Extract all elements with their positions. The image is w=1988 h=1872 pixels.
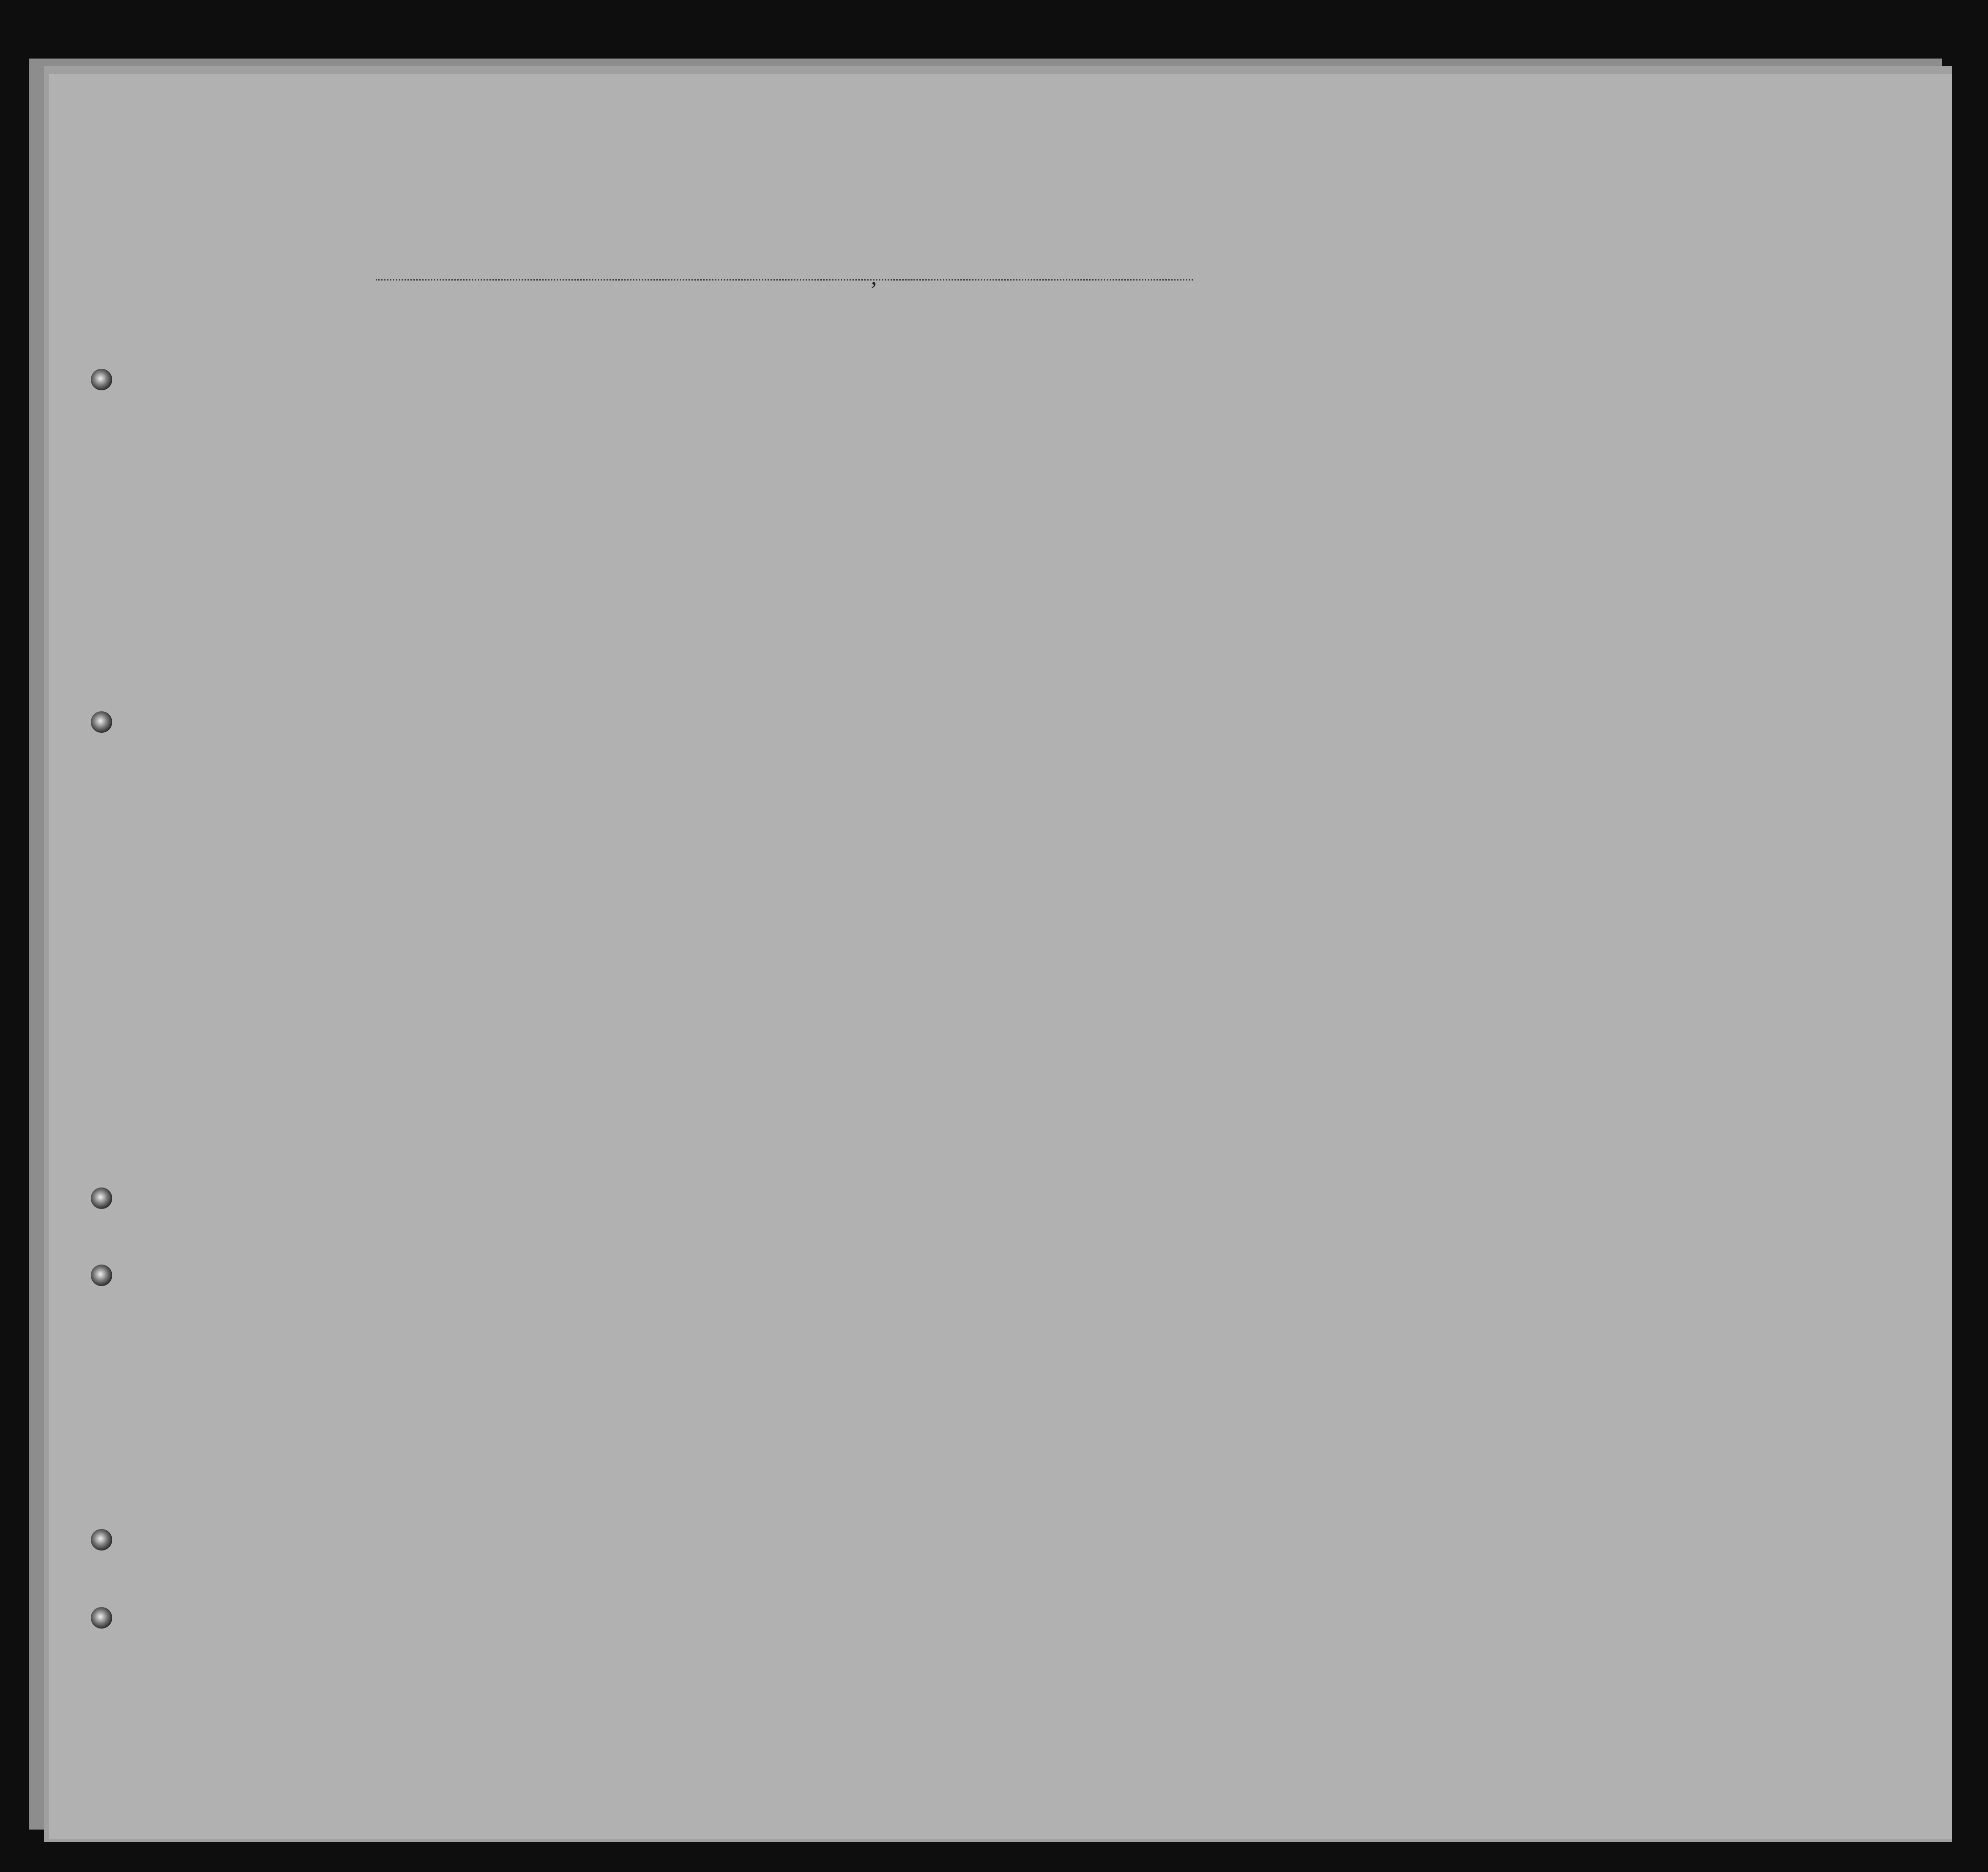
punch-hole [91, 1607, 112, 1629]
punch-hole [91, 1529, 112, 1550]
form-grid [49, 74, 1952, 1839]
dotted-line-port [376, 279, 913, 281]
punch-hole [91, 369, 112, 390]
punch-hole [91, 1265, 112, 1286]
punch-hole [91, 1188, 112, 1209]
manifest-sheet [49, 74, 1952, 1839]
comma-1: , [871, 264, 877, 290]
punch-hole [91, 711, 112, 733]
dotted-line-date [891, 279, 1193, 281]
